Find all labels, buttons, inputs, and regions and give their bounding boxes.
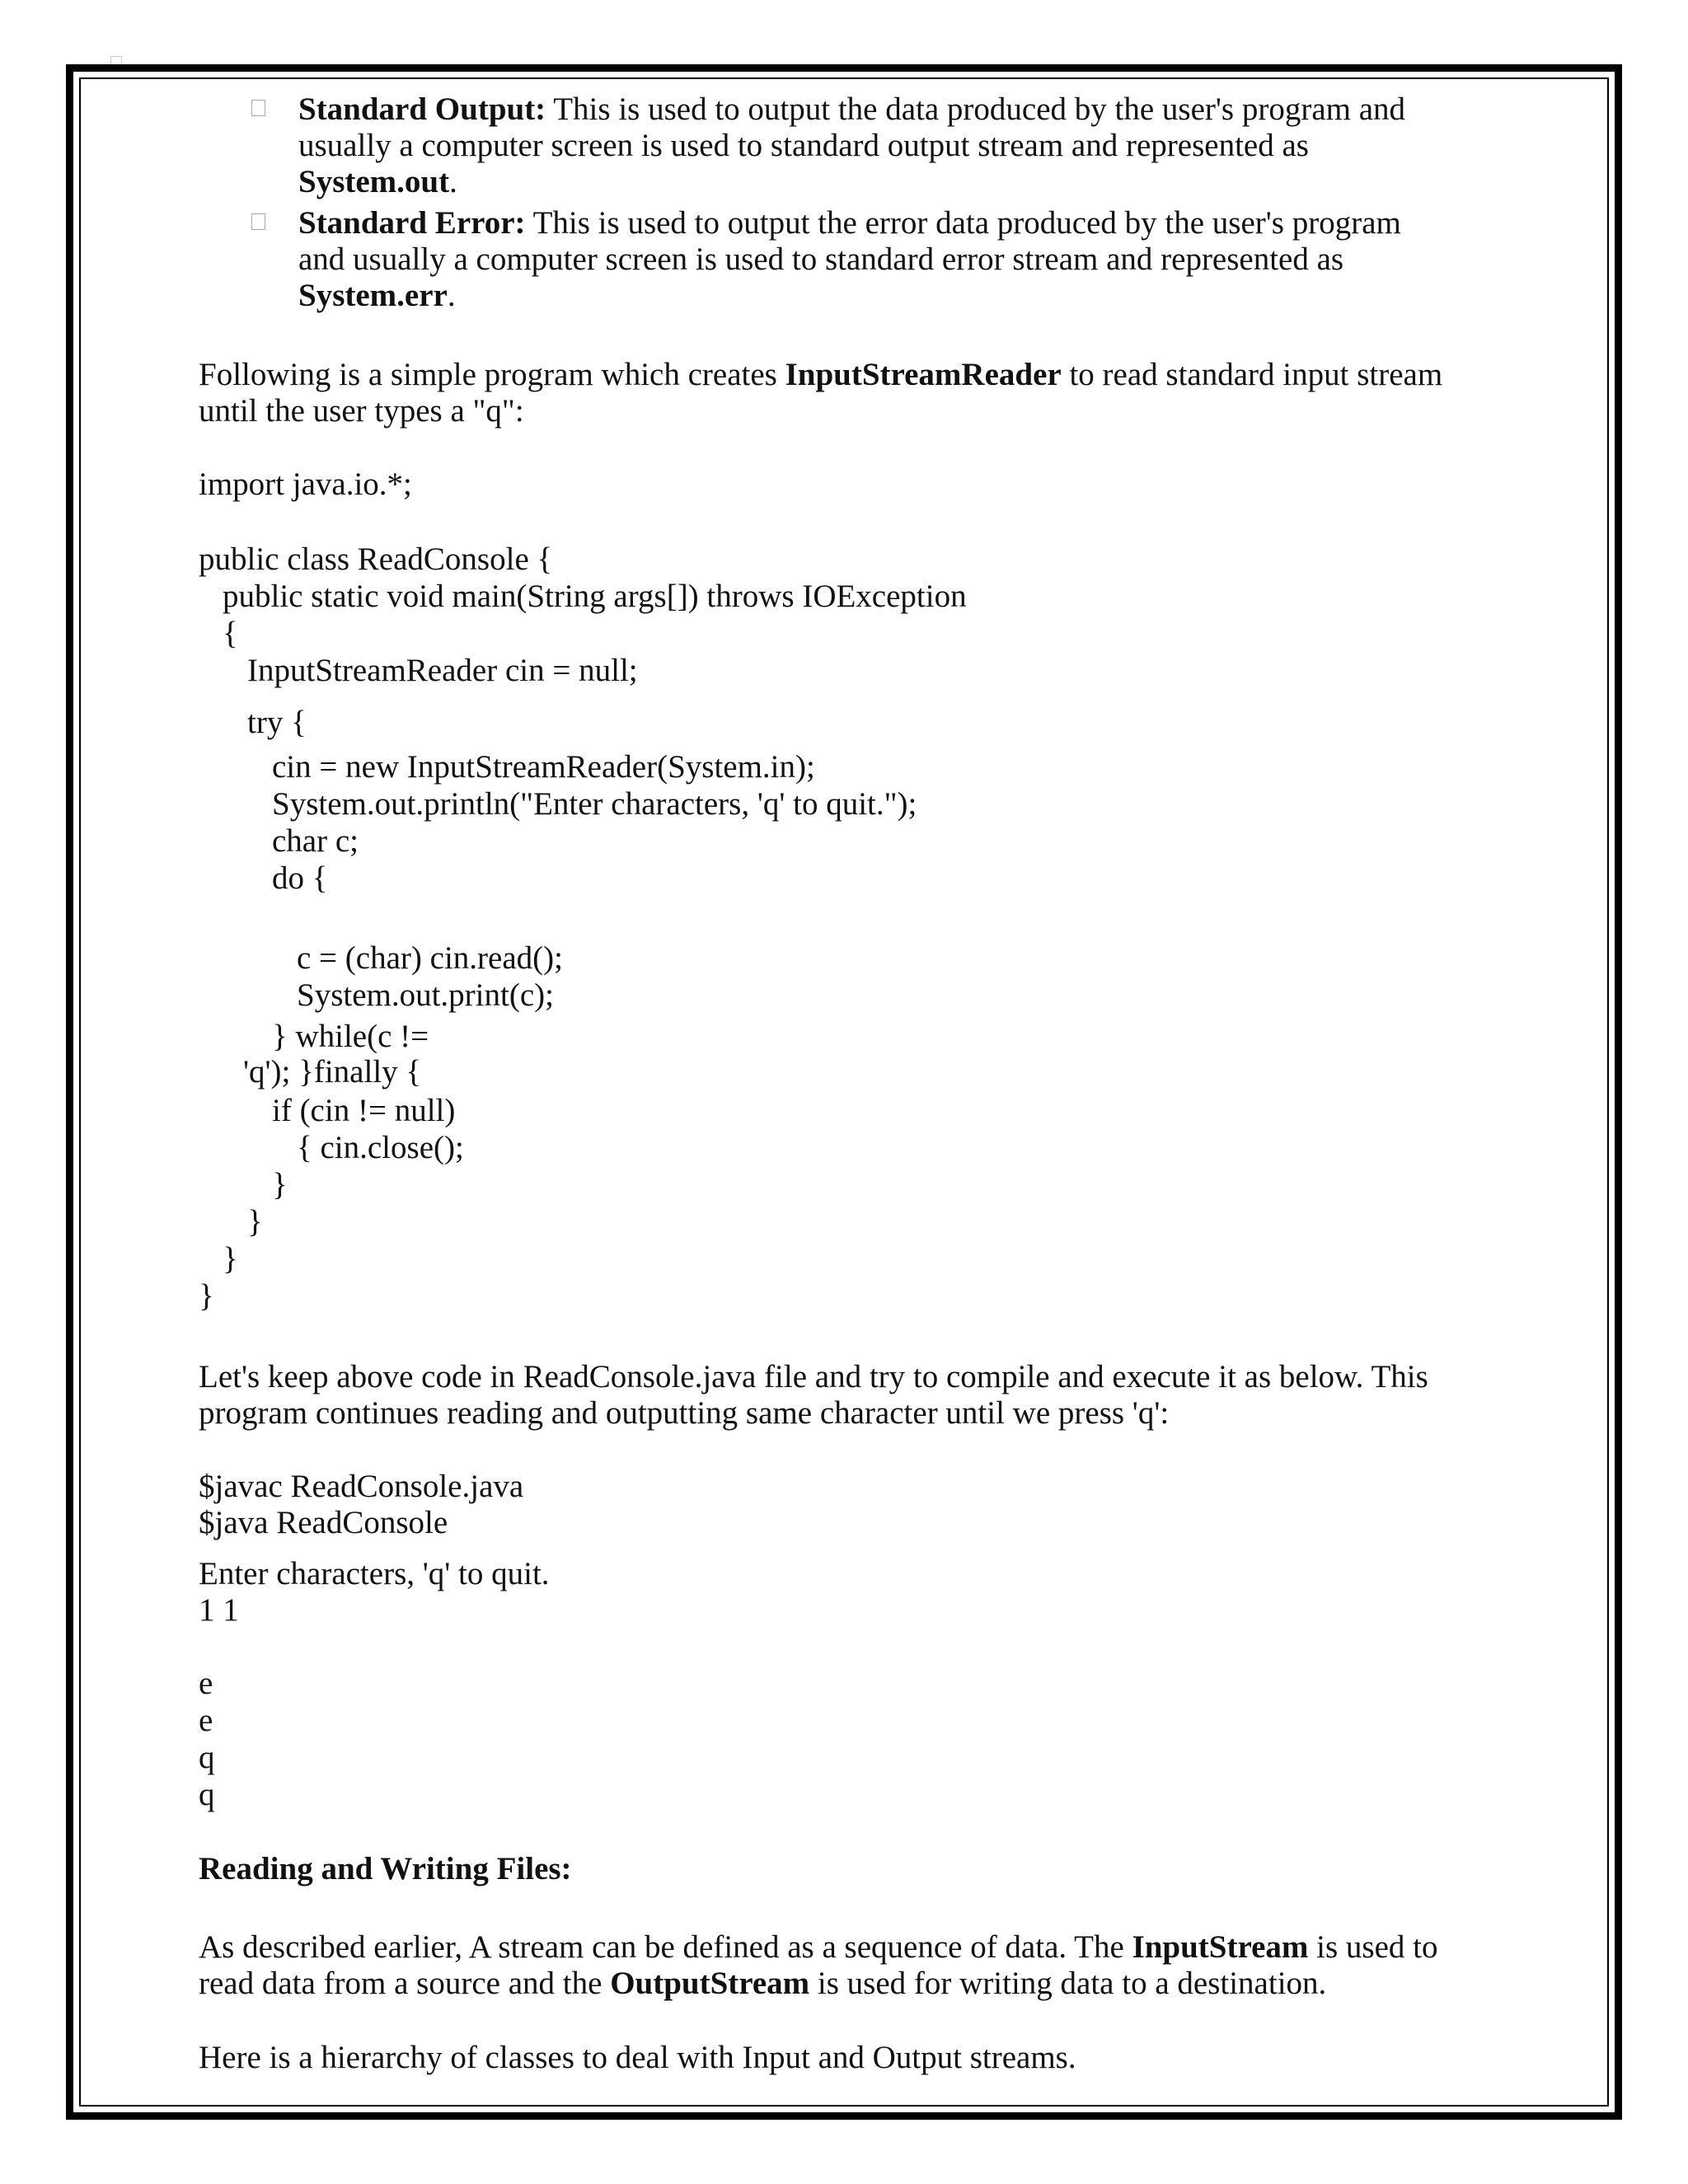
console-line: e [199,1703,213,1738]
code-term: System.err [298,278,448,313]
console-line: $java ReadConsole [199,1505,448,1540]
code-line: } [199,1278,214,1314]
code-line: { [223,616,238,651]
intro-paragraph-line1: Following is a simple program which creates InputStreamReader to read standard input stream [199,357,1443,392]
explain-paragraph-line1: Let's keep above code in ReadConsole.java file and try to compile and execute it as below. This [199,1359,1428,1394]
code-line: 'q'); }finally { [243,1054,422,1090]
code-line: } [223,1241,238,1277]
code-line: } while(c != [272,1019,429,1054]
code-line: do { [272,860,328,896]
console-line: e [199,1666,213,1701]
code-line: { cin.close(); [297,1130,464,1165]
code-line: c = (char) cin.read(); [297,940,563,976]
stream-paragraph-line2: read data from a source and the OutputStream is used for writing data to a destination. [199,1966,1327,2001]
bullet-box-icon [251,100,265,116]
code-line: public static void main(String args[]) throws IOException [223,579,967,614]
section-heading: Reading and Writing Files: [199,1851,572,1886]
intro-paragraph-line2: until the user types a "q": [199,393,524,429]
bullet-standard-error-line2: and usually a computer screen is used to standard error stream and represented as [298,241,1344,277]
code-line: System.out.println("Enter characters, 'q' to quit."); [272,786,917,822]
bullet-standard-error-line1 [298,205,1401,241]
bullet-standard-error-line3: System.err. [298,278,456,313]
class-name-bold: OutputStream [610,1966,810,2001]
class-name-bold: InputStreamReader [785,357,1062,392]
code-line: System.out.print(c); [297,977,554,1013]
code-line: } [247,1204,263,1240]
bullet-term: Standard Output: [298,91,546,127]
bullet-term: Standard Error: [298,205,526,241]
explain-paragraph-line2: program continues reading and outputting same character until we press 'q': [199,1395,1170,1431]
code-term: System.out [298,164,450,199]
bullet-box-icon [251,213,265,230]
stream-paragraph-line1: As described earlier, A stream can be defined as a sequence of data. The InputStream is used to [199,1929,1438,1965]
code-line: InputStreamReader cin = null; [247,653,638,688]
code-line: cin = new InputStreamReader(System.in); [272,749,815,785]
code-line: } [272,1167,288,1202]
console-line: Enter characters, 'q' to quit. [199,1556,550,1591]
code-line: public class ReadConsole { [199,541,553,577]
class-name-bold: InputStream [1132,1929,1309,1965]
bullet-text: This is used to output the error data produced by the user's program [525,205,1401,241]
hierarchy-paragraph: Here is a hierarchy of classes to deal with Input and Output streams. [199,2040,1076,2075]
bullet-standard-output-line2: usually a computer screen is used to standard output stream and represented as [298,128,1309,163]
bullet-standard-output-line1 [298,91,1405,128]
bullet-text: This is used to output the data produced by the user's program and [546,91,1406,127]
code-line: if (cin != null) [272,1093,456,1128]
bullet-standard-output-line3: System.out. [298,164,457,199]
console-line: $javac ReadConsole.java [199,1469,524,1504]
console-line: 1 1 [199,1592,239,1628]
code-line: char c; [272,823,359,859]
console-line: q [199,1740,215,1775]
console-line: q [199,1777,215,1812]
code-line: try { [247,705,307,740]
code-line: import java.io.*; [199,466,412,502]
